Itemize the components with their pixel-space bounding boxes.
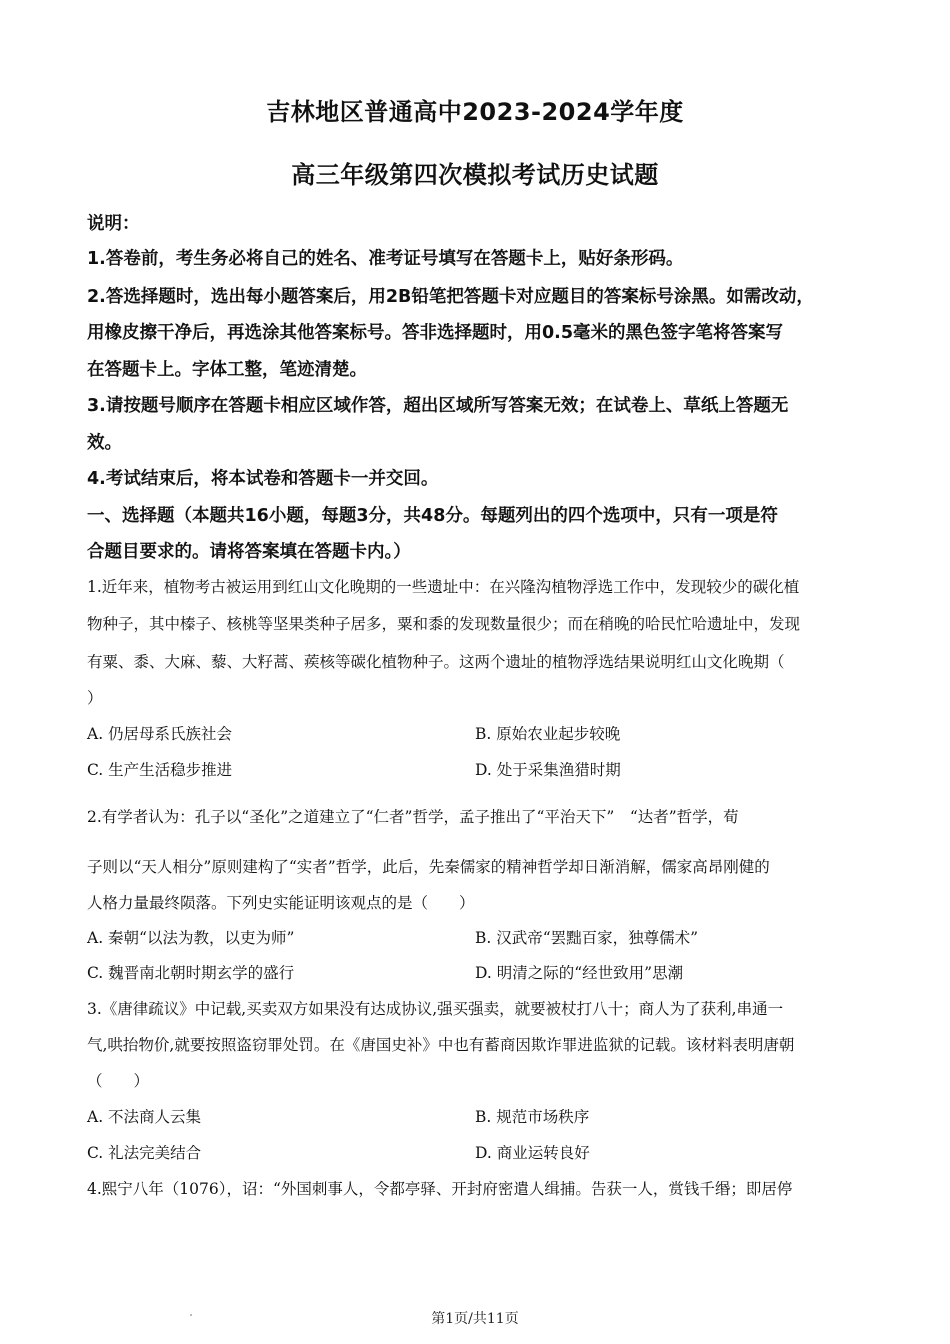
question-1-text: 有粟、黍、大麻、藜、大籽蒿、蒺核等碳化植物种子。这两个遗址的植物浮选结果说明红山文化晚期（ bbox=[87, 653, 785, 671]
question-2-text: 子则以“天人相分”原则建构了“实者”哲学，此后，先秦儒家的精神哲学却日渐消解，儒家高昂刚健的 bbox=[87, 858, 770, 876]
exam-title-line1: 吉林地区普通高中2023-2024学年度 bbox=[266, 98, 684, 126]
question-2-option-b[interactable]: B. 汉武帝“罢黜百家，独尊儒术” bbox=[475, 929, 699, 947]
instructions-label: 说明： bbox=[87, 214, 140, 234]
section-heading: 合题目要求的。请将答案填在答题卡内。） bbox=[87, 542, 411, 562]
question-3-option-a[interactable]: A. 不法商人云集 bbox=[87, 1108, 202, 1126]
instruction-line: 3.请按题号顺序在答题卡相应区域作答，超出区域所写答案无效；在试卷上、草纸上答题无 bbox=[87, 396, 789, 416]
question-4-text: 4.熙宁八年（1076），诏：“外国刺事人，令都亭驿、开封府密遣人缉捕。告获一人，赏钱千缗；即居停 bbox=[87, 1180, 793, 1198]
question-2-option-c[interactable]: C. 魏晋南北朝时期玄学的盛行 bbox=[87, 964, 295, 982]
exam-title-line2: 高三年级第四次模拟考试历史试题 bbox=[291, 161, 659, 189]
page-number: 第1页/共11页 bbox=[431, 1311, 519, 1327]
question-2-option-a[interactable]: A. 秦朝“以法为教，以吏为师” bbox=[87, 929, 295, 947]
question-1-option-b[interactable]: B. 原始农业起步较晚 bbox=[475, 725, 621, 743]
instruction-line: 2.答选择题时，选出每小题答案后，用2B铅笔把答题卡对应题目的答案标号涂黑。如需改动， bbox=[87, 287, 814, 307]
question-1-text: 物种子，其中榛子、核桃等坚果类种子居多，粟和黍的发现数量很少；而在稍晚的哈民忙哈遗址中，发现 bbox=[87, 615, 801, 633]
question-3-option-c[interactable]: C. 礼法完美结合 bbox=[87, 1144, 202, 1162]
question-3-text: （ ） bbox=[87, 1072, 150, 1090]
question-3-option-b[interactable]: B. 规范市场秩序 bbox=[475, 1108, 590, 1126]
section-heading: 一、选择题（本题共16小题，每题3分，共48分。每题列出的四个选项中，只有一项是符 bbox=[87, 506, 778, 526]
instruction-line: 1.答卷前，考生务必将自己的姓名、准考证号填写在答题卡上，贴好条形码。 bbox=[87, 249, 684, 269]
instruction-line: 效。 bbox=[87, 433, 122, 453]
question-1-text: ） bbox=[87, 689, 103, 707]
question-1-option-a[interactable]: A. 仍居母系氏族社会 bbox=[87, 725, 233, 743]
question-1-option-c[interactable]: C. 生产生活稳步推进 bbox=[87, 761, 233, 779]
instruction-line: 用橡皮擦干净后，再选涂其他答案标号。答非选择题时，用0.5毫米的黑色签字笔将答案写 bbox=[87, 323, 783, 343]
instruction-line: 在答题卡上。字体工整，笔迹清楚。 bbox=[87, 360, 367, 380]
question-3-text: 3.《唐律疏议》中记载,买卖双方如果没有达成协议,强买强卖，就要被杖打八十；商人为了获利,串通一 bbox=[87, 1000, 784, 1018]
question-2-text: 人格力量最终陨落。下列史实能证明该观点的是（ ） bbox=[87, 894, 475, 912]
question-2-option-d[interactable]: D. 明清之际的“经世致用”思潮 bbox=[475, 964, 684, 982]
question-1-option-d[interactable]: D. 处于采集渔猎时期 bbox=[475, 761, 621, 779]
question-3-option-d[interactable]: D. 商业运转良好 bbox=[475, 1144, 590, 1162]
question-3-text: 气,哄抬物价,就要按照盗窃罪处罚。在《唐国史补》中也有蓄商因欺诈罪进监狱的记载。该材料表明唐朝 bbox=[87, 1036, 795, 1054]
question-2-text: 2.有学者认为：孔子以“圣化”之道建立了“仁者”哲学，孟子推出了“平治天下” “达者”哲学，荀 bbox=[87, 808, 739, 826]
question-1-text: 1.近年来，植物考古被运用到红山文化晚期的一些遗址中：在兴隆沟植物浮选工作中，发现较少的碳化植 bbox=[87, 578, 800, 596]
instruction-line: 4.考试结束后，将本试卷和答题卡一并交回。 bbox=[87, 469, 439, 489]
